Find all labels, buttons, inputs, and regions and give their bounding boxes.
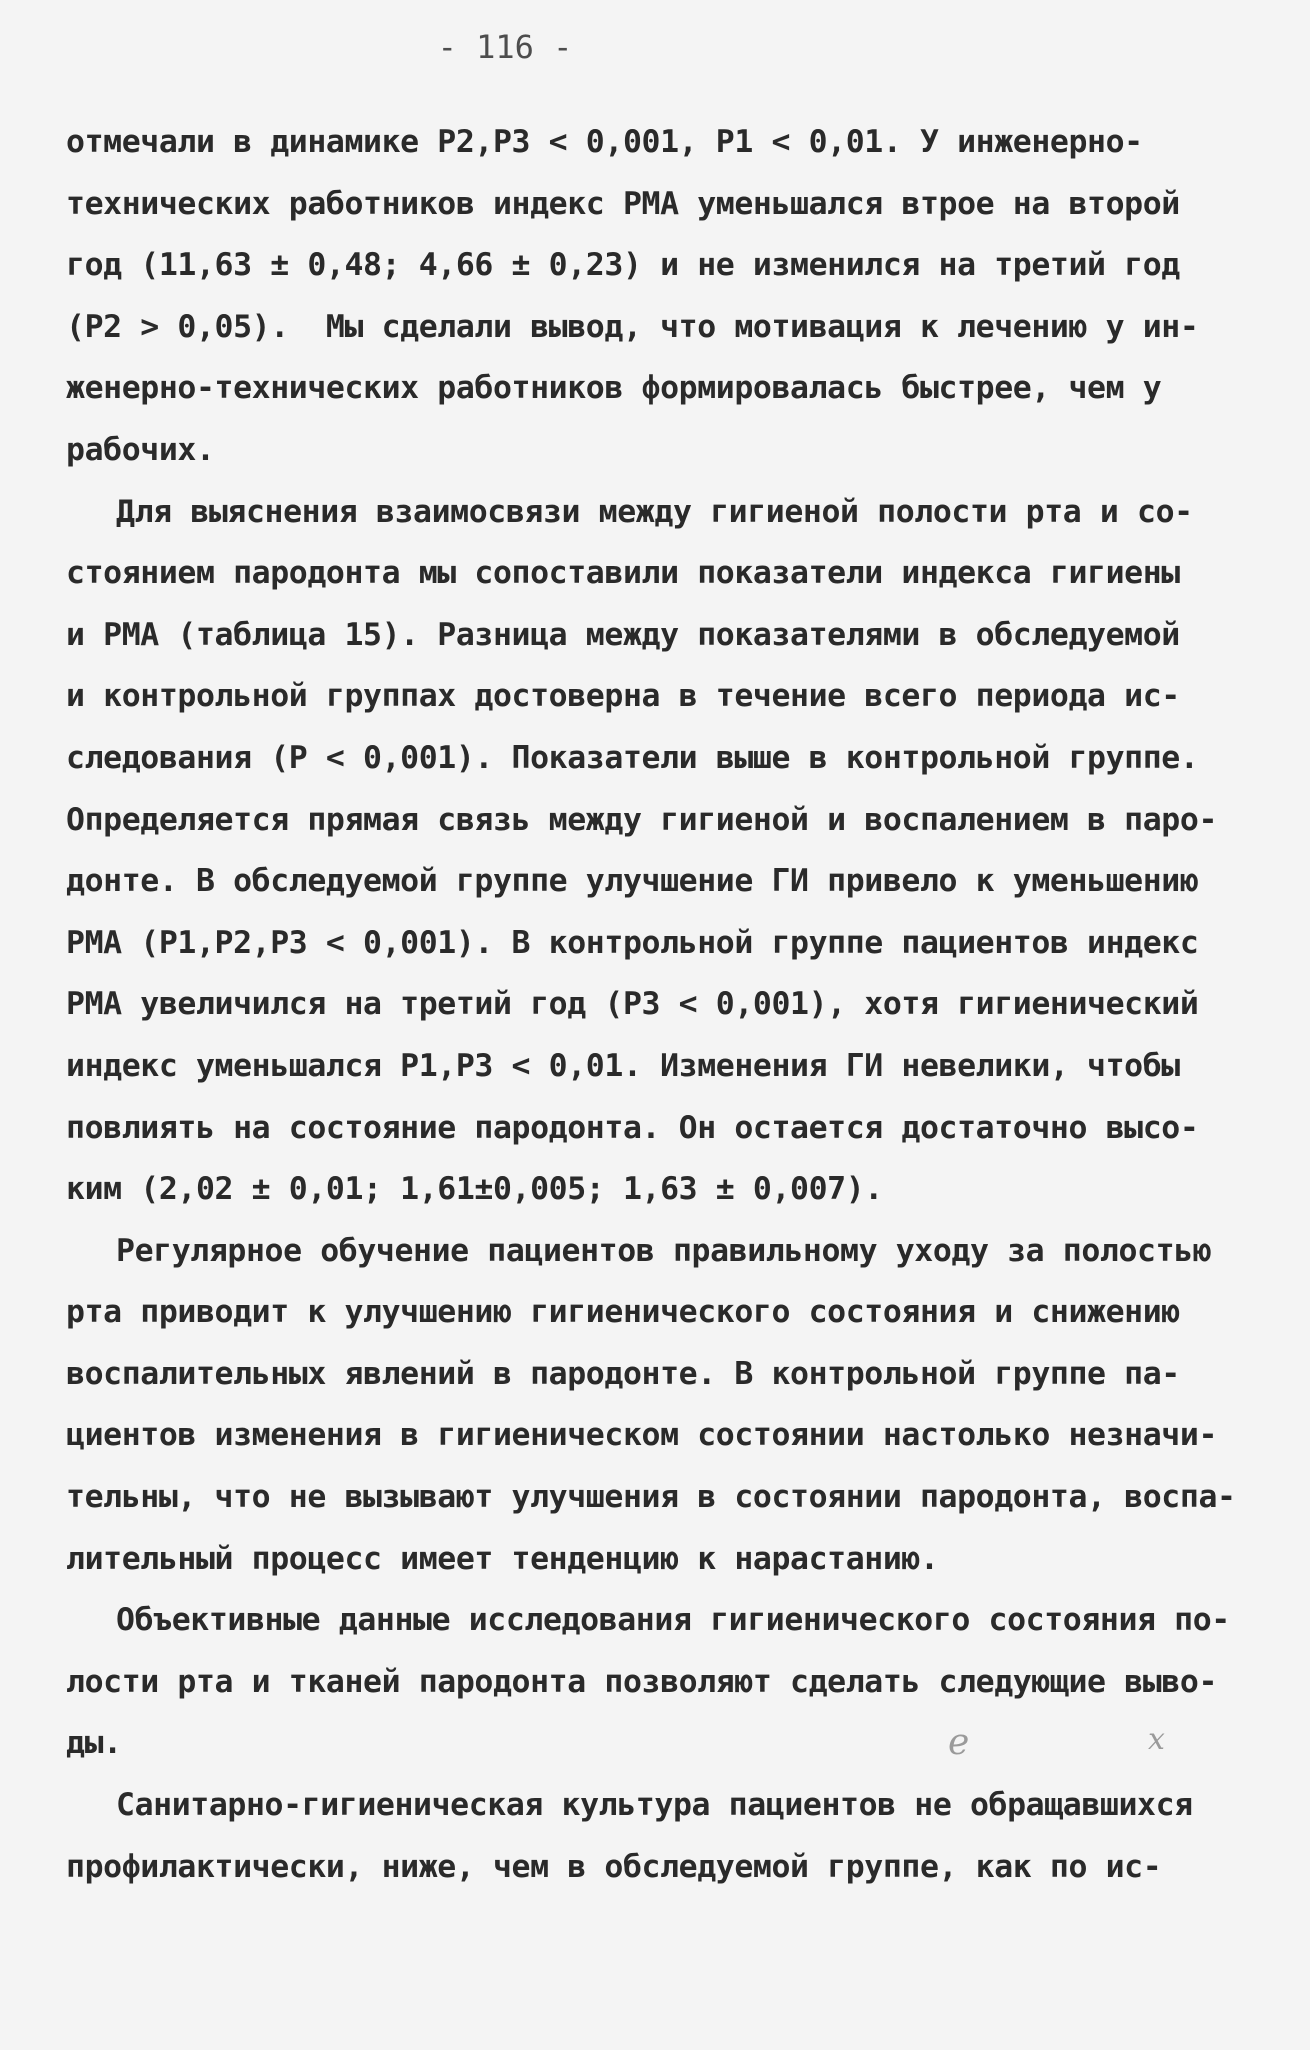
text-line: стоянием пародонта мы сопоставили показатели индекса гигиены: [66, 555, 1180, 592]
body-text: [66, 112, 1246, 1898]
text-line: индекс уменьшался P1,P3 < 0,01. Изменения ГИ невелики, чтобы: [66, 1047, 1180, 1084]
text-line: рабочих.: [66, 431, 215, 468]
text-line: РМА (P1,P2,P3 < 0,001). В контрольной группе пациентов индекс: [66, 924, 1199, 961]
text-line: отмечали в динамике P2,P3 < 0,001, P1 < 0,01. У инженерно-: [66, 124, 1143, 160]
handwritten-correction-mark: e: [948, 1722, 970, 1763]
paragraph-start-line: Регулярное обучение пациентов правильному уходу за полостью: [116, 1232, 1212, 1269]
text-line: воспалительных явлений в пародонте. В контрольной группе па-: [66, 1355, 1180, 1392]
page-number: - 116 -: [437, 28, 573, 66]
text-line: рта приводит к улучшению гигиенического состояния и снижению: [66, 1294, 1180, 1331]
text-line: женерно-технических работников формировалась быстрее, чем у: [66, 370, 1162, 407]
text-line: ды.: [66, 1725, 122, 1762]
text-line: и контрольной группах достоверна в течение всего периода ис-: [66, 678, 1180, 715]
text-line: лительный процесс имеет тенденцию к нарастанию.: [66, 1540, 939, 1577]
text-line: донте. В обследуемой группе улучшение ГИ привело к уменьшению: [66, 863, 1199, 900]
text-line: профилактически, ниже, чем в обследуемой группе, как по ис-: [66, 1848, 1162, 1885]
text-line: технических работников индекс РМА уменьшался втрое на второй: [66, 185, 1180, 222]
text-line: (P2 > 0,05). Мы сделали вывод, что мотивация к лечению у ин-: [66, 308, 1199, 345]
text-line: и РМА (таблица 15). Разница между показателями в обследуемой: [66, 616, 1180, 653]
text-line: Определяется прямая связь между гигиеной и воспалением в паро-: [66, 801, 1218, 838]
paragraph-start-line: Объективные данные исследования гигиенического состояния по-: [116, 1602, 1230, 1639]
handwritten-cross-mark: x: [1148, 1722, 1165, 1757]
paragraph-start-line: Для выяснения взаимосвязи между гигиеной полости рта и со-: [116, 493, 1193, 530]
text-line: следования (P < 0,001). Показатели выше в контрольной группе.: [66, 739, 1199, 776]
text-line: РМА увеличился на третий год (P3 < 0,001), хотя гигиенический: [66, 986, 1199, 1023]
text-line: ким (2,02 ± 0,01; 1,61±0,005; 1,63 ± 0,007).: [66, 1171, 883, 1208]
text-line: повлиять на состояние пародонта. Он остается достаточно высо-: [66, 1109, 1199, 1146]
text-line: циентов изменения в гигиеническом состоянии настолько незначи-: [66, 1417, 1218, 1454]
text-line: лости рта и тканей пародонта позволяют сделать следующие выво-: [66, 1663, 1218, 1700]
text-line: год (11,63 ± 0,48; 4,66 ± 0,23) и не изменился на третий год: [66, 247, 1180, 284]
paragraph-start-line: Санитарно-гигиеническая культура пациентов не обращавшихся: [116, 1787, 1193, 1824]
text-line: тельны, что не вызывают улучшения в состоянии пародонта, воспа-: [66, 1479, 1236, 1516]
